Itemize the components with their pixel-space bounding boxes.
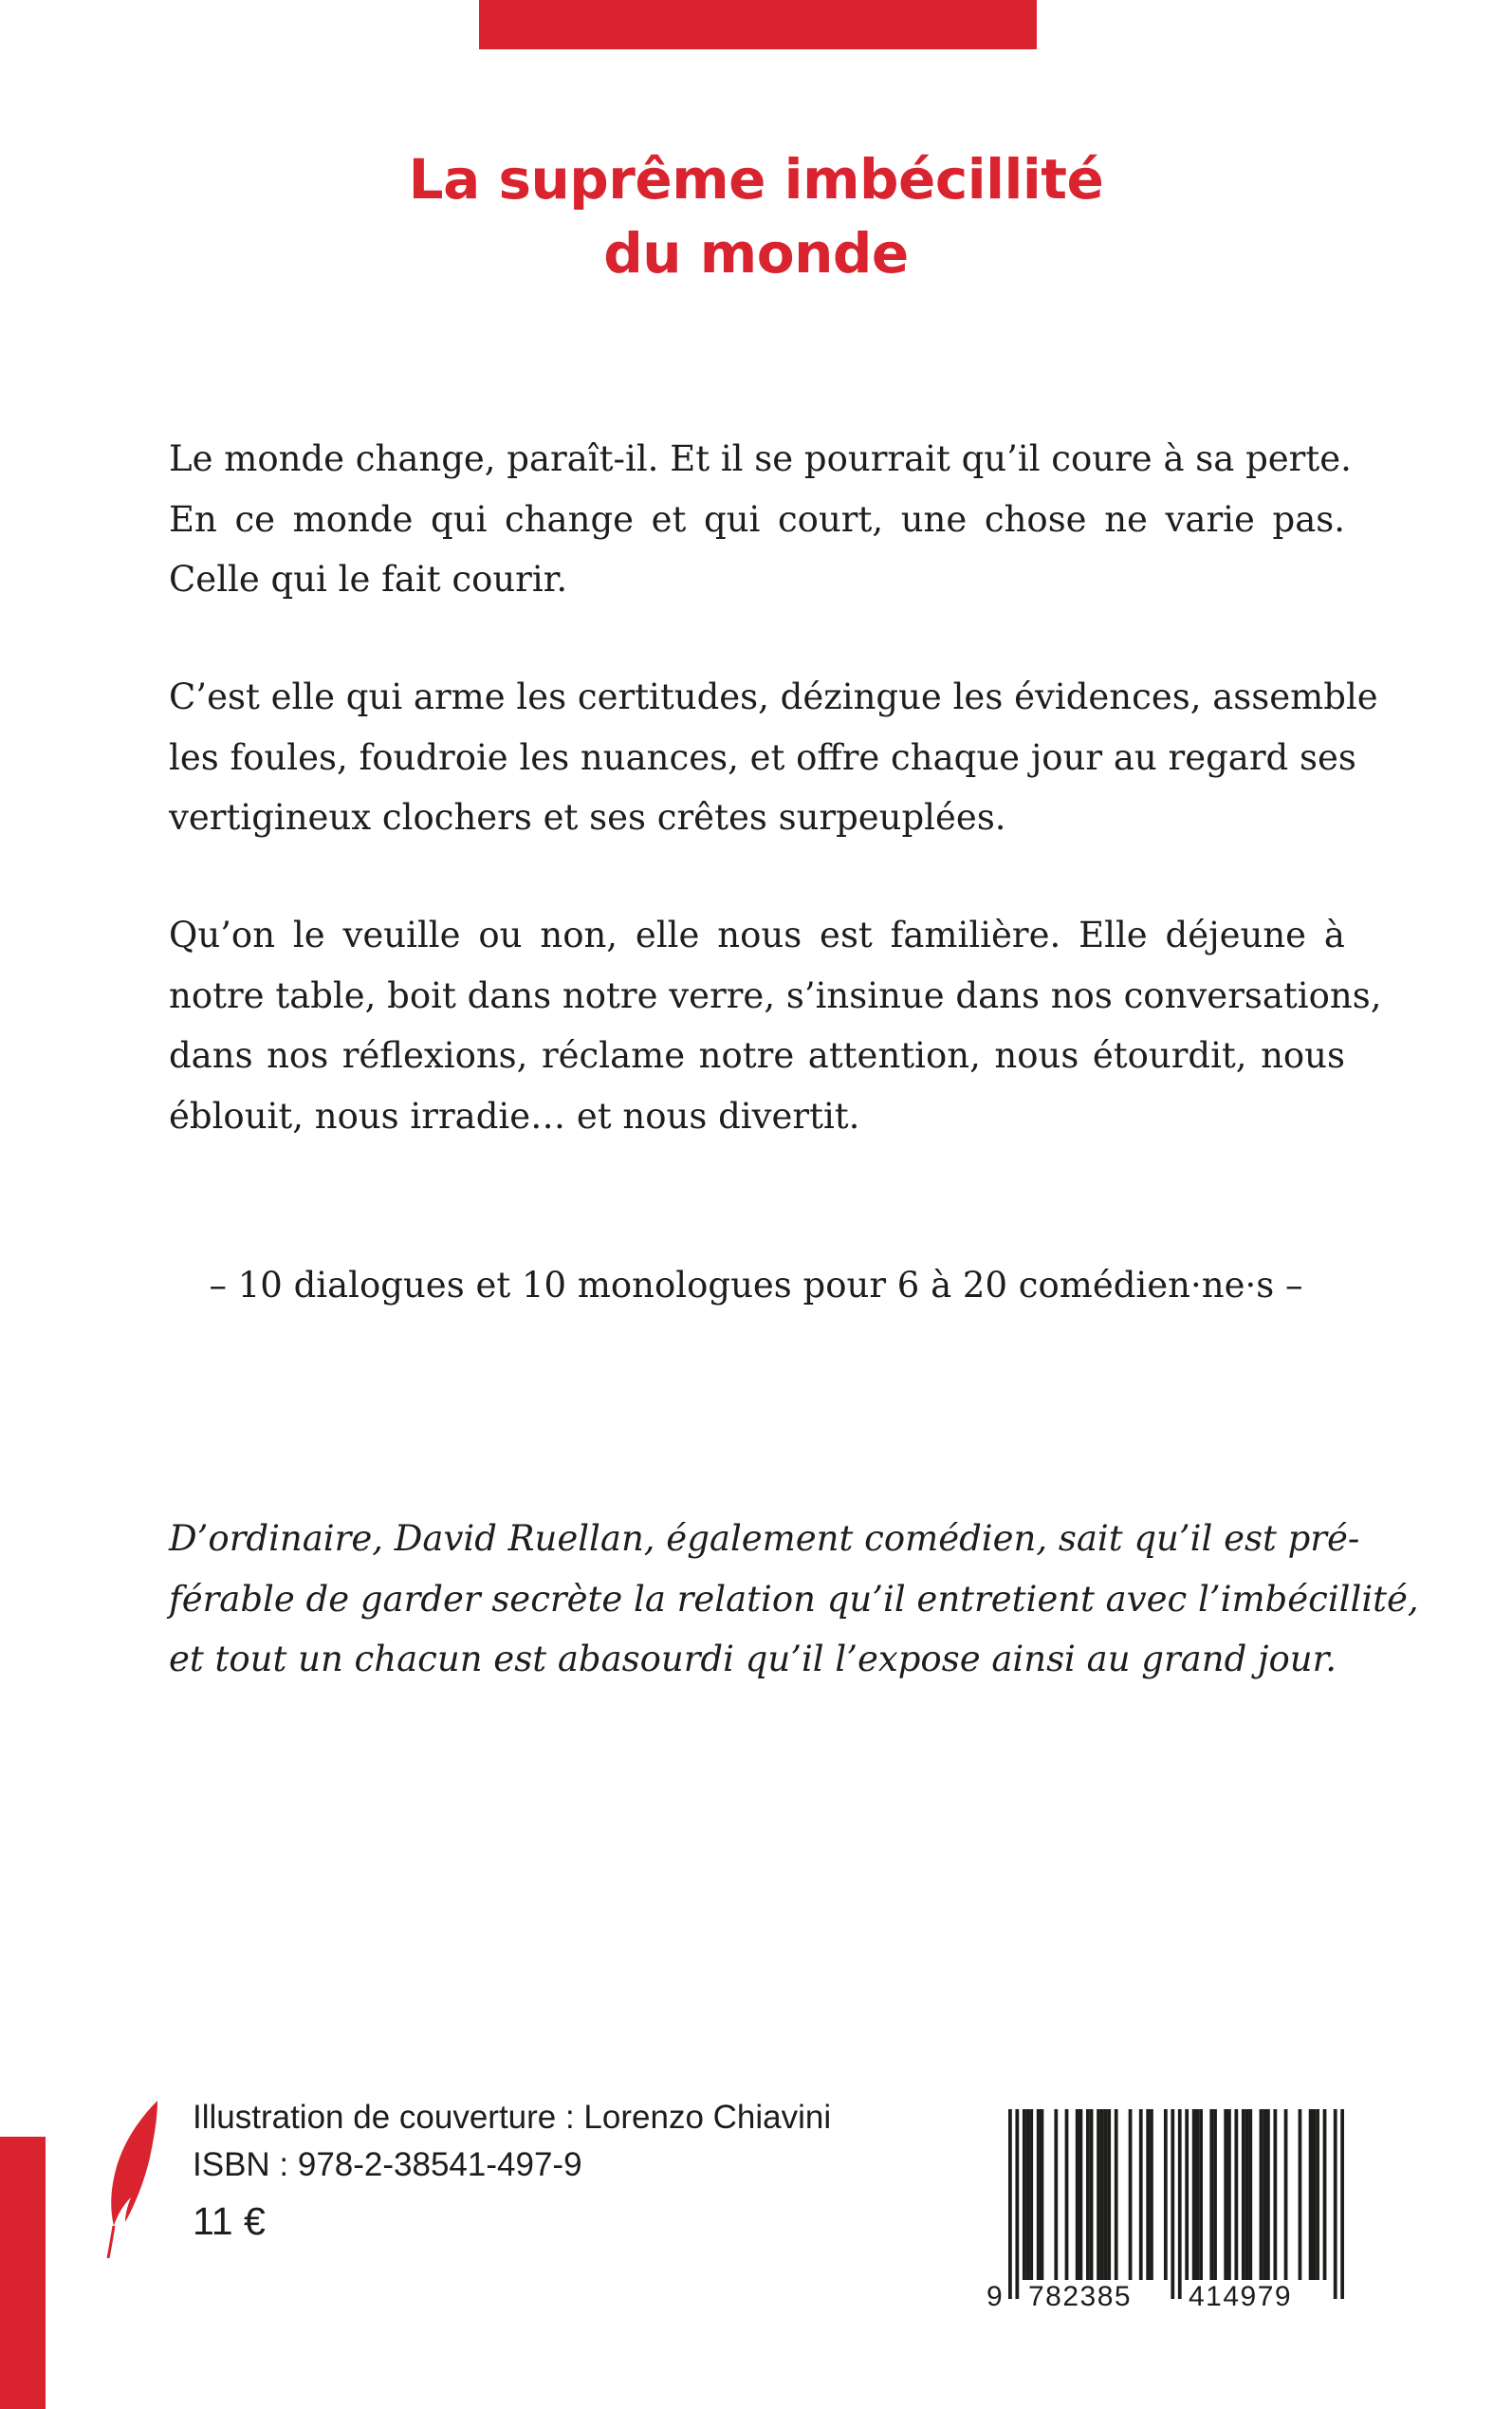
barcode-bar [1309, 2109, 1313, 2280]
barcode-bar [1192, 2109, 1196, 2280]
barcode-bar [1248, 2109, 1252, 2280]
text-line: En ce monde qui change et qui court, une chose ne varie pas. [169, 498, 1345, 540]
illustration-credit: Illustration de couverture : Lorenzo Chiavini [193, 2099, 832, 2136]
barcode-bar [1097, 2109, 1100, 2280]
barcode-bar [1245, 2109, 1249, 2280]
blurb-paragraph-3 [169, 905, 1382, 1146]
text-line: Le monde change, paraît-il. Et il se pourrait qu’il coure à sa perte. [169, 438, 1352, 479]
text-line: Qu’on le veuille ou non, elle nous est familière. Elle déjeune à [169, 915, 1345, 955]
barcode-bar [1185, 2109, 1189, 2280]
text-line: éblouit, nous irradie… et nous divertit. [169, 1095, 860, 1137]
text-line: les foules, foudroie les nuances, et offre chaque jour au regard ses [169, 736, 1356, 778]
barcode-bar [1129, 2109, 1133, 2280]
tagline: – 10 dialogues et 10 monologues pour 6 à 20 comédien·ne·s – [209, 1265, 1303, 1306]
book-title-line-1: La suprême imbécillité [408, 147, 1104, 212]
text-line: vertigineux clochers et ses crêtes surpeuplées. [169, 797, 1006, 838]
barcode-digits [986, 2280, 1347, 2314]
barcode-bar [1178, 2109, 1182, 2299]
price: 11 € [193, 2199, 266, 2243]
blurb-paragraph-1 [169, 429, 1352, 610]
barcode-bar [1065, 2109, 1069, 2280]
bio-line: D’ordinaire, David Ruellan, également comédien, sait qu’il est pré- [169, 1518, 1360, 1559]
barcode-bar [1139, 2109, 1143, 2280]
barcode-bar [1146, 2109, 1150, 2280]
barcode-bar [1334, 2109, 1337, 2299]
book-title-line-2: du monde [603, 221, 909, 286]
barcode-bar [1086, 2109, 1090, 2280]
text-line: notre table, boit dans notre verre, s’insinue dans nos conversations, [169, 974, 1382, 1016]
barcode-bar [1104, 2109, 1108, 2280]
barcode-bar [1234, 2109, 1238, 2280]
book-title [0, 142, 1512, 290]
bio-line: et tout un chacun est abasourdi qu’il l’expose ainsi au grand jour. [169, 1639, 1337, 1679]
barcode [1008, 2109, 1344, 2299]
author-bio [169, 1509, 1419, 1690]
credits-block [193, 2094, 831, 2251]
barcode-bar [1037, 2109, 1041, 2280]
barcode-bar [1213, 2109, 1217, 2280]
barcode-bar [1079, 2109, 1083, 2280]
text-line: C’est elle qui arme les certitudes, dézingue les évidences, assemble [169, 676, 1378, 717]
barcode-bar [1323, 2109, 1327, 2280]
barcode-bar [1171, 2109, 1174, 2299]
barcode-bar [1260, 2109, 1263, 2280]
barcode-bar [1284, 2109, 1288, 2280]
text-line: dans nos réflexions, réclame notre attention, nous étourdit, nous [169, 1035, 1345, 1076]
barcode-bar [1209, 2109, 1213, 2280]
red-feather-icon [102, 2099, 163, 2260]
barcode-bar [1195, 2109, 1199, 2280]
barcode-bar [1026, 2109, 1030, 2280]
barcode-bar [1242, 2109, 1245, 2280]
barcode-bar [1100, 2109, 1104, 2280]
barcode-bar [1107, 2109, 1111, 2280]
barcode-digits-right: 414979 [1189, 2281, 1293, 2312]
bottom-left-red-bar [0, 2137, 46, 2409]
bio-line: férable de garder secrète la relation qu’il entretient avec l’imbécillité, [169, 1578, 1419, 1620]
barcode-bar [1023, 2109, 1026, 2280]
barcode-bar [1227, 2109, 1231, 2280]
blurb-paragraph-2 [169, 667, 1378, 848]
isbn: ISBN : 978-2-38541-497-9 [193, 2146, 582, 2183]
barcode-bar [1076, 2109, 1079, 2280]
barcode-bar [1224, 2109, 1227, 2280]
barcode-bar [1164, 2109, 1168, 2280]
barcode-bar [1316, 2109, 1319, 2280]
barcode-bar [1115, 2109, 1118, 2280]
top-red-bar [479, 0, 1037, 49]
barcode-bar [1015, 2109, 1019, 2299]
barcode-bar [1266, 2109, 1270, 2280]
barcode-digits-left: 782385 [1028, 2281, 1133, 2312]
barcode-bar [1263, 2109, 1266, 2280]
barcode-bar [1312, 2109, 1316, 2280]
barcode-bar [1340, 2109, 1344, 2299]
barcode-bar [1029, 2109, 1033, 2280]
barcode-bar [1199, 2109, 1203, 2280]
barcode-bar [1150, 2109, 1153, 2280]
barcode-bar [1299, 2109, 1302, 2280]
barcode-digit-first: 9 [986, 2281, 1003, 2312]
text-line: Celle qui le fait courir. [169, 559, 568, 600]
barcode-bar [1054, 2109, 1058, 2280]
barcode-bar [1008, 2109, 1012, 2299]
barcode-bar [1090, 2109, 1094, 2280]
barcode-bar [1041, 2109, 1044, 2280]
barcode-bar [1273, 2109, 1277, 2280]
